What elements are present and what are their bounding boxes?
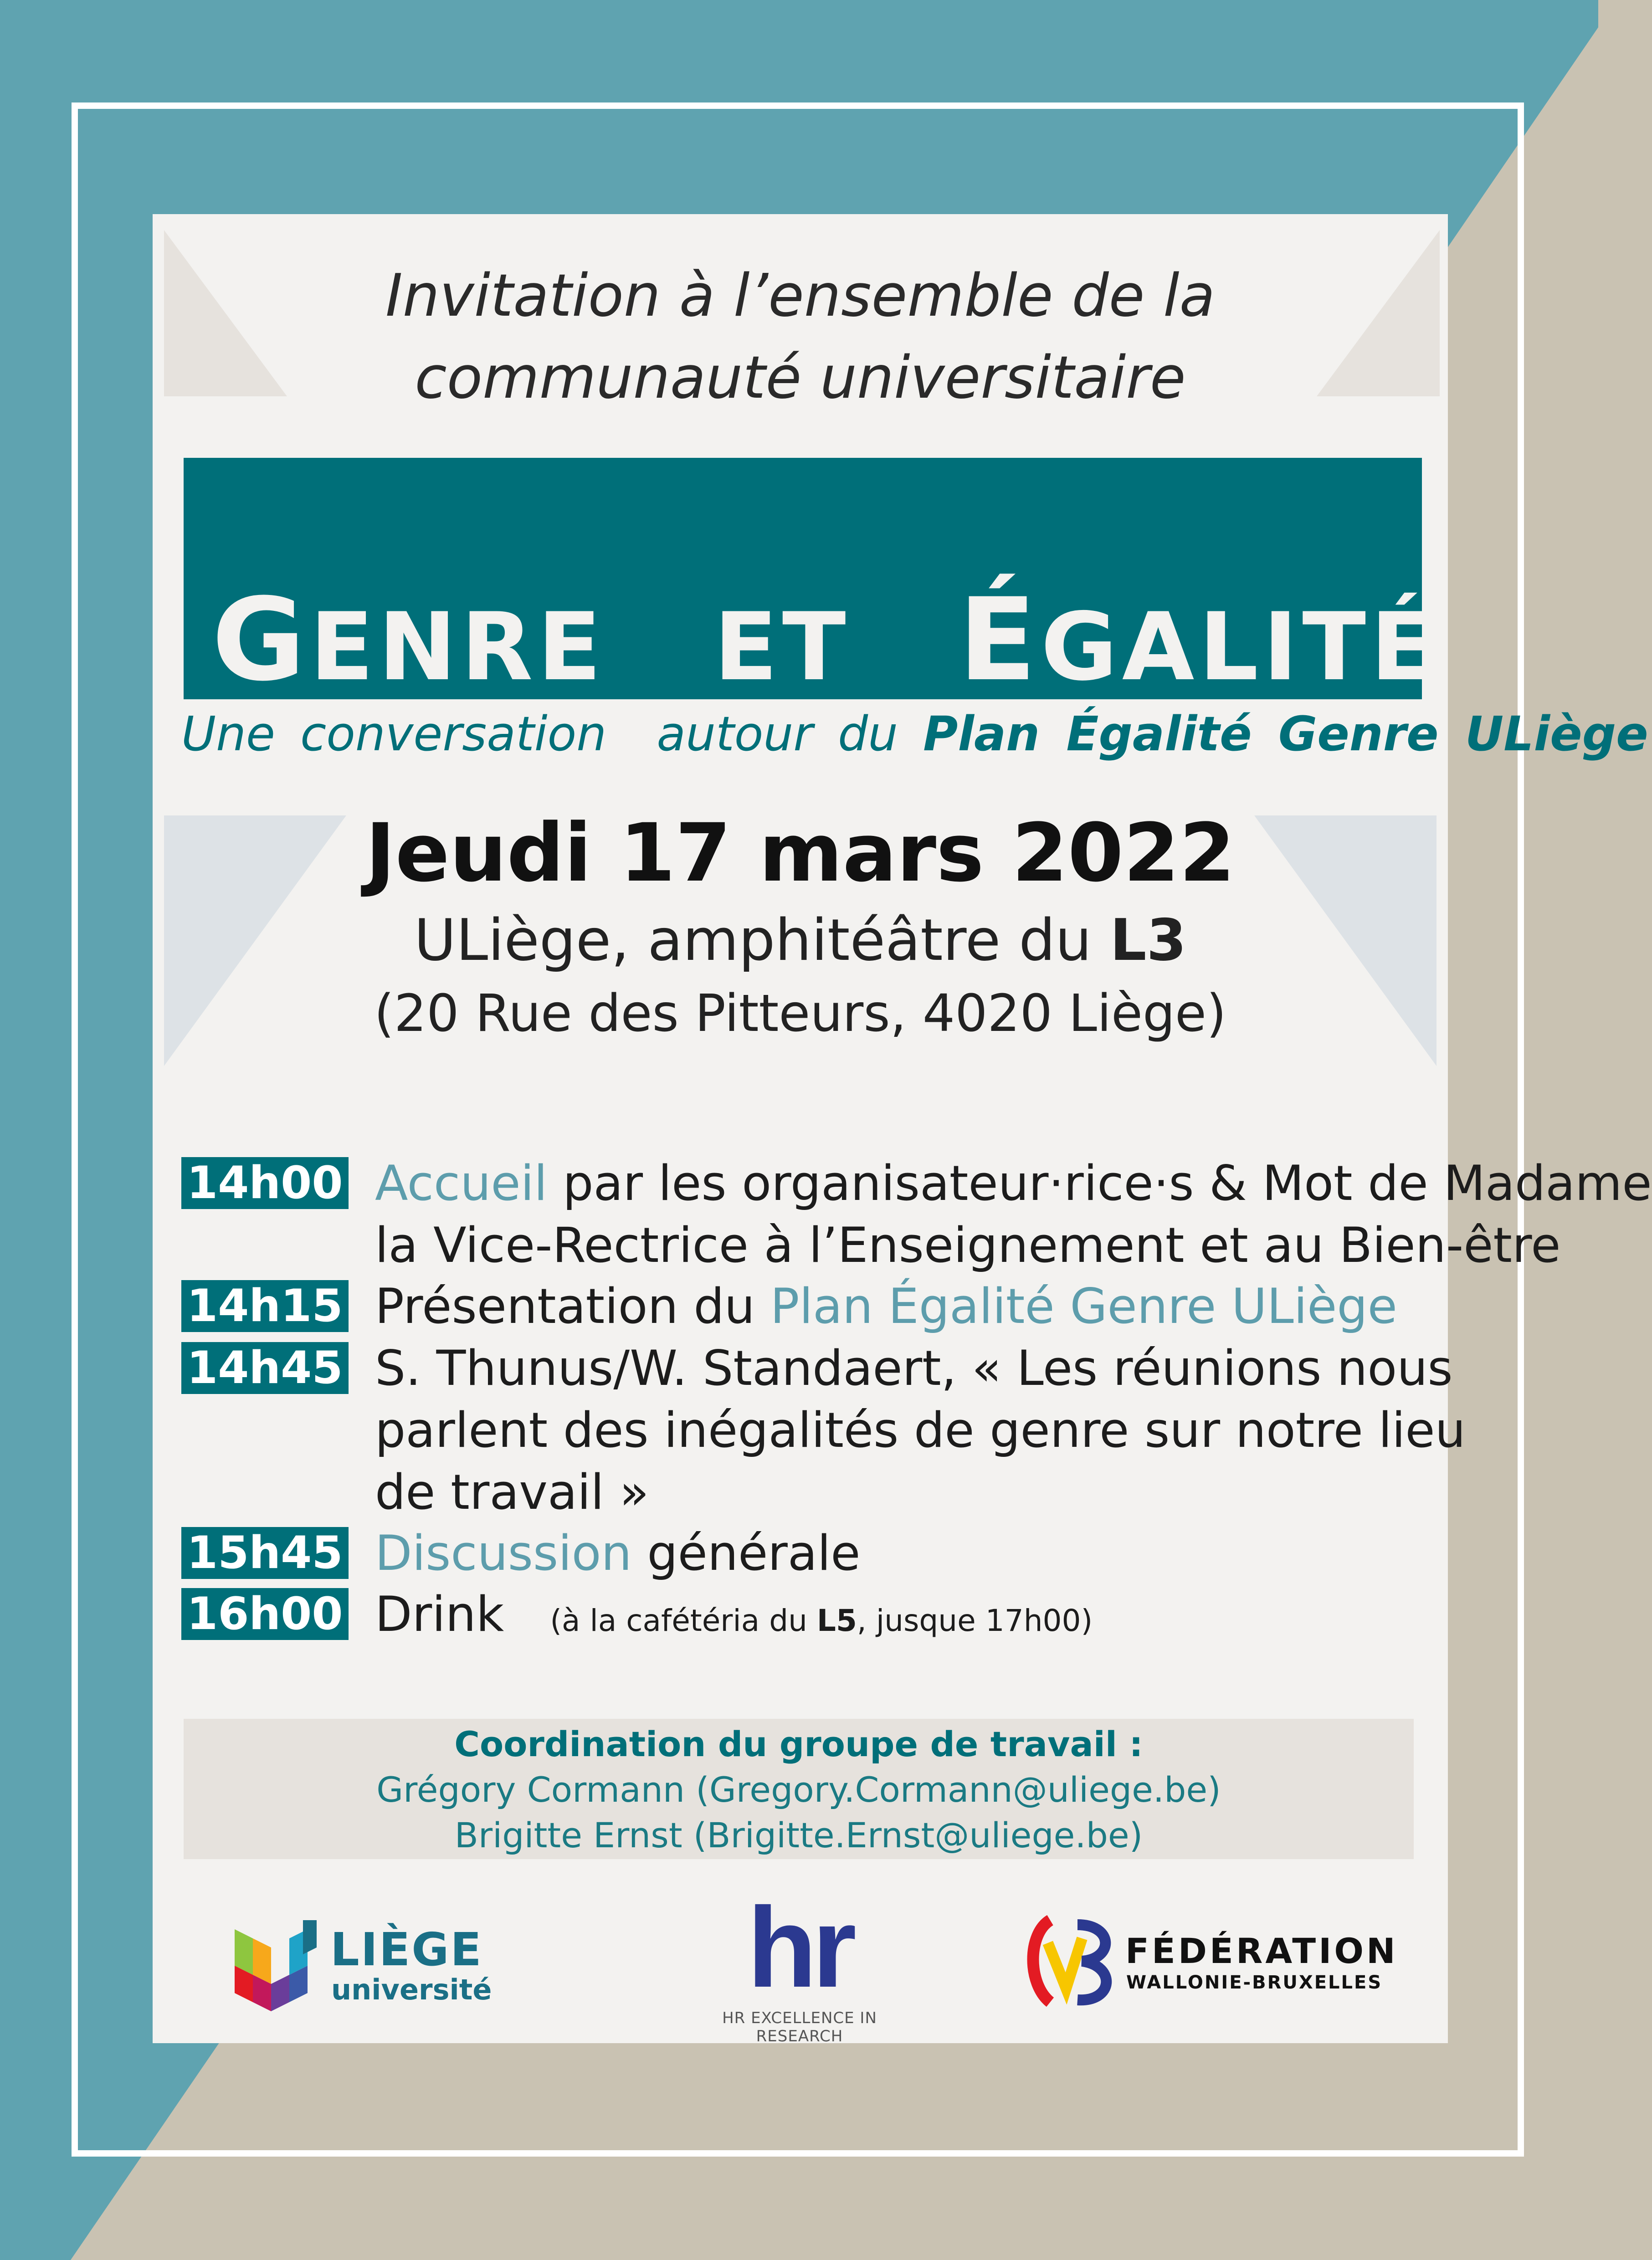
program-text: Drink — [375, 1586, 504, 1642]
program-time: 16h00 — [181, 1588, 349, 1640]
note-pre: (à la cafétéria du — [550, 1603, 817, 1638]
invitation-line-1: Invitation à l’ensemble de la — [385, 262, 1215, 330]
subtitle-emphasis: Plan Égalité Genre ULiège — [923, 706, 1648, 762]
coordination-person-1: Grégory Cormann (Gregory.Cormann@uliege.be) — [376, 1769, 1221, 1810]
program-text: générale — [631, 1525, 861, 1581]
program-highlight: Plan Égalité Genre ULiège — [770, 1278, 1397, 1334]
program-highlight: Discussion — [375, 1525, 632, 1581]
event-date: Jeudi 17 mars 2022 — [365, 806, 1235, 900]
invitation-line-2: communauté universitaire — [415, 344, 1186, 412]
title-word-et: ET — [713, 593, 851, 702]
program-description — [375, 1276, 1459, 1338]
venue-text: ULiège, amphitéâtre du — [414, 907, 1092, 974]
event-title — [212, 574, 1439, 706]
fwb-title: FÉDÉRATION — [1125, 1931, 1398, 1971]
program-note — [550, 1603, 1093, 1638]
subtitle — [181, 706, 1648, 762]
note-post: , jusque 17h00) — [857, 1603, 1093, 1638]
hr-caption: HR EXCELLENCE IN RESEARCH — [722, 2009, 877, 2045]
fwb-emblem-icon — [1023, 1916, 1114, 2007]
poster-panel — [153, 214, 1652, 2045]
program-text: Présentation du — [375, 1278, 770, 1334]
logo-bar — [153, 1884, 1448, 2045]
event-address: (20 Rue des Pitteurs, 4020 Liège) — [374, 984, 1226, 1043]
program-time: 14h45 — [181, 1342, 349, 1394]
program-time: 14h15 — [181, 1280, 349, 1332]
title-word-genre: ENRE — [310, 593, 606, 702]
title-initial-g: G — [212, 574, 310, 706]
coordination-box — [184, 1719, 1414, 1859]
hr-mark: hr — [747, 1884, 852, 2011]
note-room: L5 — [816, 1603, 857, 1638]
program-time: 15h45 — [181, 1527, 349, 1579]
subtitle-plain: Une conversation autour du — [181, 706, 898, 762]
program-text-line3: de travail » — [375, 1464, 649, 1520]
program-description — [375, 1338, 1466, 1523]
program-description — [375, 1584, 1459, 1652]
venue-room: L3 — [1110, 907, 1187, 974]
program-time: 14h00 — [181, 1157, 349, 1209]
liege-logo-subtitle: université — [331, 1973, 492, 2006]
coordination-person-2: Brigitte Ernst (Brigitte.Ernst@uliege.be) — [454, 1815, 1143, 1855]
program-text-line2: parlent des inégalités de genre sur notre lieu — [375, 1402, 1466, 1458]
program-text: S. Thunus/W. Standaert, « Les réunions nous — [375, 1340, 1453, 1396]
hr-excellence-logo — [681, 1884, 918, 2045]
title-word-egalite: GALITÉ — [1041, 593, 1439, 702]
program-highlight: Accueil — [375, 1155, 548, 1211]
liege-cube-icon — [235, 1920, 326, 2020]
program-description — [375, 1153, 1652, 1276]
title-initial-e: É — [958, 574, 1041, 706]
liege-logo-title: LIÈGE — [330, 1923, 483, 1976]
federation-wallonie-bruxelles-logo — [1023, 1916, 1433, 2020]
program-text-line2: la Vice-Rectrice à l’Enseignement et au Bien-être — [375, 1217, 1561, 1273]
program-description — [375, 1522, 1459, 1584]
event-venue — [153, 907, 1448, 974]
coordination-title: Coordination du groupe de travail : — [454, 1724, 1143, 1764]
fwb-subtitle: WALLONIE-BRUXELLES — [1126, 1972, 1383, 1993]
liege-universite-logo — [235, 1920, 490, 2025]
program-text: par les organisateur·rice·s & Mot de Madame — [547, 1155, 1652, 1211]
